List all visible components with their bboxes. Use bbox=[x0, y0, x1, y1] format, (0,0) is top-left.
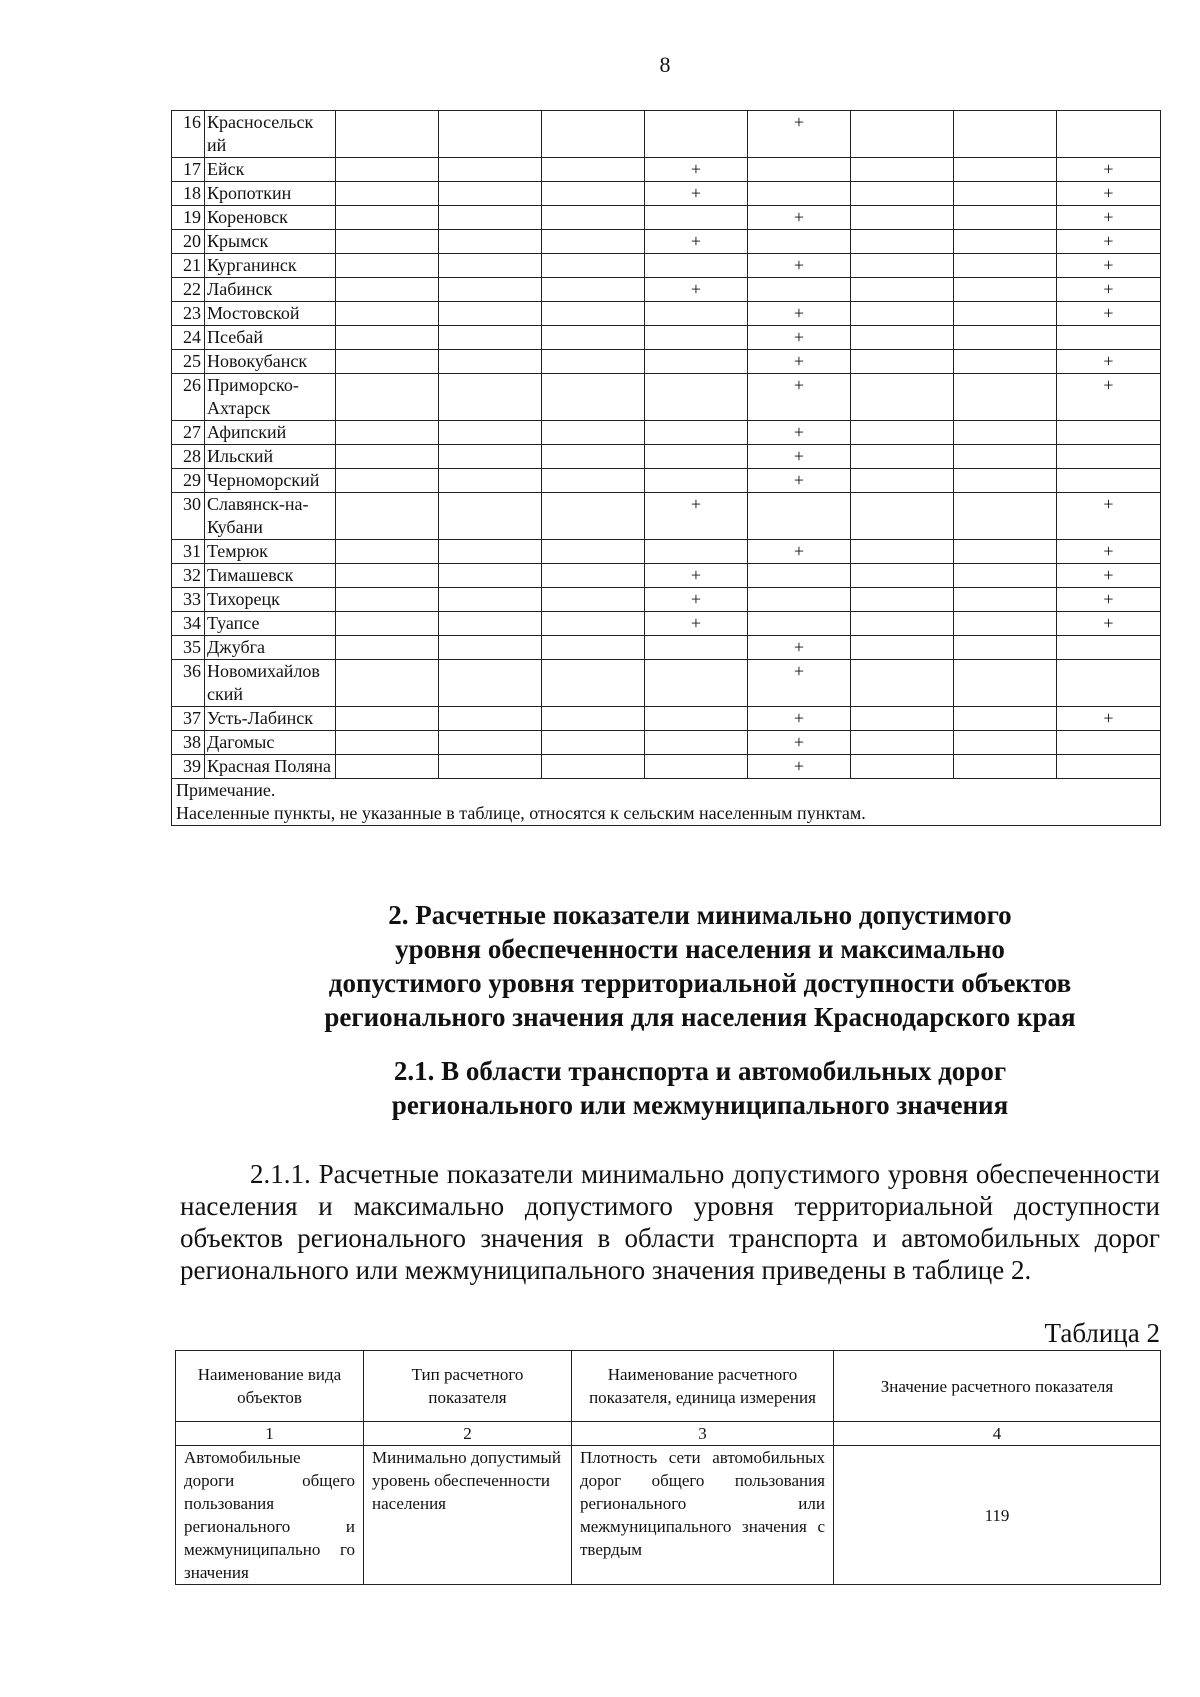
mark-cell: + bbox=[1057, 612, 1161, 636]
settlement-name: Темрюк bbox=[205, 540, 336, 564]
table-row bbox=[172, 731, 1161, 755]
paragraph-text: 2.1.1. Расчетные показатели минимально допустимого уровня обеспеченности населения и максимально допустимого уровня территориальной доступности объектов регионального значения в области транспорта и автомобильных дорог регионального или межмуниципального значения приведены в таблице 2. bbox=[180, 1159, 1160, 1285]
header-cell: Значение расчетного показателя bbox=[834, 1351, 1161, 1422]
mark-cell bbox=[336, 230, 439, 254]
mark-cell bbox=[542, 421, 645, 445]
mark-cell bbox=[851, 254, 954, 278]
mark-cell bbox=[439, 278, 542, 302]
mark-cell bbox=[954, 111, 1057, 158]
mark-cell bbox=[954, 326, 1057, 350]
mark-cell bbox=[954, 707, 1057, 731]
mark-cell bbox=[954, 540, 1057, 564]
mark-cell bbox=[542, 350, 645, 374]
mark-cell bbox=[542, 755, 645, 779]
mark-cell bbox=[439, 206, 542, 230]
mark-cell bbox=[851, 278, 954, 302]
mark-cell bbox=[954, 493, 1057, 540]
mark-cell bbox=[954, 588, 1057, 612]
row-number: 28 bbox=[172, 445, 205, 469]
settlement-name: Мостовской bbox=[205, 302, 336, 326]
heading-line: регионального или межмуниципального значения bbox=[391, 1090, 1009, 1120]
settlement-name: Приморско- Ахтарск bbox=[205, 374, 336, 421]
settlement-name: Псебай bbox=[205, 326, 336, 350]
table-row bbox=[172, 158, 1161, 182]
settlement-name: Черноморский bbox=[205, 469, 336, 493]
table-row bbox=[172, 374, 1161, 421]
mark-cell bbox=[439, 158, 542, 182]
row-number: 19 bbox=[172, 206, 205, 230]
mark-cell bbox=[336, 564, 439, 588]
row-number: 32 bbox=[172, 564, 205, 588]
mark-cell: + bbox=[1057, 588, 1161, 612]
mark-cell: + bbox=[748, 302, 851, 326]
mark-cell bbox=[542, 326, 645, 350]
mark-cell bbox=[439, 564, 542, 588]
mark-cell bbox=[851, 469, 954, 493]
mark-cell bbox=[439, 755, 542, 779]
mark-cell bbox=[851, 660, 954, 707]
mark-cell bbox=[645, 111, 748, 158]
mark-cell bbox=[851, 421, 954, 445]
table-row bbox=[172, 350, 1161, 374]
mark-cell: + bbox=[1057, 230, 1161, 254]
mark-cell bbox=[954, 254, 1057, 278]
mark-cell bbox=[542, 636, 645, 660]
mark-cell bbox=[1057, 731, 1161, 755]
table-row bbox=[172, 111, 1161, 158]
mark-cell bbox=[542, 278, 645, 302]
mark-cell bbox=[439, 111, 542, 158]
mark-cell bbox=[336, 469, 439, 493]
row-number: 26 bbox=[172, 374, 205, 421]
section-2-1-heading bbox=[0, 1054, 1200, 1122]
mark-cell bbox=[1057, 755, 1161, 779]
mark-cell: + bbox=[1057, 158, 1161, 182]
header-cell: Наименование вида объектов bbox=[176, 1351, 364, 1422]
settlement-name: Тимашевск bbox=[205, 564, 336, 588]
mark-cell bbox=[439, 302, 542, 326]
mark-cell bbox=[954, 374, 1057, 421]
column-number: 3 bbox=[572, 1422, 834, 1446]
mark-cell bbox=[954, 421, 1057, 445]
mark-cell: + bbox=[645, 278, 748, 302]
mark-cell bbox=[645, 755, 748, 779]
mark-cell bbox=[645, 421, 748, 445]
section-2-heading bbox=[0, 898, 1200, 1034]
mark-cell bbox=[542, 206, 645, 230]
settlement-name: Кропоткин bbox=[205, 182, 336, 206]
settlements-table bbox=[171, 110, 1161, 826]
settlement-name: Славянск-на- Кубани bbox=[205, 493, 336, 540]
mark-cell bbox=[542, 374, 645, 421]
settlement-name: Туапсе bbox=[205, 612, 336, 636]
mark-cell bbox=[336, 206, 439, 230]
table-row bbox=[172, 707, 1161, 731]
mark-cell bbox=[851, 636, 954, 660]
mark-cell bbox=[954, 755, 1057, 779]
row-number: 31 bbox=[172, 540, 205, 564]
table-row bbox=[172, 588, 1161, 612]
note-text: Населенные пункты, не указанные в таблице, относятся к сельским населенным пунктам. bbox=[176, 803, 866, 823]
mark-cell bbox=[645, 540, 748, 564]
mark-cell bbox=[542, 469, 645, 493]
mark-cell: + bbox=[1057, 564, 1161, 588]
table-note-row bbox=[172, 779, 1161, 826]
mark-cell bbox=[1057, 469, 1161, 493]
mark-cell bbox=[1057, 421, 1161, 445]
mark-cell bbox=[1057, 636, 1161, 660]
mark-cell: + bbox=[748, 254, 851, 278]
mark-cell bbox=[1057, 111, 1161, 158]
mark-cell bbox=[336, 374, 439, 421]
mark-cell bbox=[439, 230, 542, 254]
heading-line: уровня обеспеченности населения и максимально bbox=[395, 934, 1005, 964]
mark-cell bbox=[542, 182, 645, 206]
mark-cell: + bbox=[748, 350, 851, 374]
mark-cell bbox=[851, 206, 954, 230]
mark-cell bbox=[748, 230, 851, 254]
table-row bbox=[176, 1446, 1161, 1585]
mark-cell bbox=[954, 564, 1057, 588]
row-number: 29 bbox=[172, 469, 205, 493]
mark-cell bbox=[336, 493, 439, 540]
mark-cell: + bbox=[748, 445, 851, 469]
settlement-name: Курганинск bbox=[205, 254, 336, 278]
table-row bbox=[172, 230, 1161, 254]
table-row bbox=[172, 302, 1161, 326]
row-number: 39 bbox=[172, 755, 205, 779]
mark-cell: + bbox=[748, 326, 851, 350]
mark-cell bbox=[954, 206, 1057, 230]
column-number: 1 bbox=[176, 1422, 364, 1446]
mark-cell bbox=[851, 302, 954, 326]
mark-cell bbox=[336, 111, 439, 158]
mark-cell bbox=[542, 158, 645, 182]
row-number: 23 bbox=[172, 302, 205, 326]
mark-cell bbox=[954, 158, 1057, 182]
mark-cell bbox=[542, 588, 645, 612]
table-row bbox=[172, 326, 1161, 350]
mark-cell bbox=[542, 445, 645, 469]
mark-cell bbox=[851, 731, 954, 755]
mark-cell bbox=[542, 111, 645, 158]
mark-cell bbox=[336, 158, 439, 182]
mark-cell bbox=[542, 707, 645, 731]
mark-cell: + bbox=[748, 206, 851, 230]
mark-cell: + bbox=[748, 731, 851, 755]
mark-cell: + bbox=[1057, 278, 1161, 302]
mark-cell: + bbox=[748, 374, 851, 421]
mark-cell bbox=[645, 731, 748, 755]
heading-line: 2. Расчетные показатели минимально допустимого bbox=[388, 900, 1012, 930]
mark-cell: + bbox=[748, 421, 851, 445]
mark-cell bbox=[1057, 660, 1161, 707]
table-row bbox=[172, 206, 1161, 230]
table-row bbox=[172, 755, 1161, 779]
row-number: 16 bbox=[172, 111, 205, 158]
mark-cell bbox=[336, 302, 439, 326]
mark-cell bbox=[645, 445, 748, 469]
mark-cell bbox=[851, 493, 954, 540]
mark-cell: + bbox=[1057, 182, 1161, 206]
mark-cell bbox=[1057, 445, 1161, 469]
table-row bbox=[172, 421, 1161, 445]
row-number: 24 bbox=[172, 326, 205, 350]
settlement-name: Крымск bbox=[205, 230, 336, 254]
mark-cell bbox=[336, 254, 439, 278]
indicator-type-cell: Минимально допустимый уровень обеспеченности населения bbox=[364, 1446, 572, 1585]
mark-cell bbox=[954, 660, 1057, 707]
mark-cell bbox=[851, 707, 954, 731]
mark-cell bbox=[851, 755, 954, 779]
table-row bbox=[172, 182, 1161, 206]
mark-cell bbox=[542, 564, 645, 588]
indicator-name-cell: Плотность сети автомобильных дорог общего пользования регионального или межмуниципального значения с твердым bbox=[572, 1446, 834, 1585]
table-row bbox=[172, 254, 1161, 278]
indicators-table bbox=[175, 1350, 1161, 1585]
mark-cell bbox=[336, 731, 439, 755]
mark-cell bbox=[439, 421, 542, 445]
mark-cell bbox=[542, 493, 645, 540]
mark-cell bbox=[542, 540, 645, 564]
mark-cell: + bbox=[645, 493, 748, 540]
mark-cell bbox=[851, 445, 954, 469]
column-number: 2 bbox=[364, 1422, 572, 1446]
mark-cell: + bbox=[645, 182, 748, 206]
mark-cell bbox=[954, 731, 1057, 755]
row-number: 30 bbox=[172, 493, 205, 540]
mark-cell bbox=[336, 588, 439, 612]
settlement-name: Тихорецк bbox=[205, 588, 336, 612]
mark-cell bbox=[336, 660, 439, 707]
settlement-name: Ейск bbox=[205, 158, 336, 182]
mark-cell bbox=[336, 445, 439, 469]
table-header-row bbox=[176, 1351, 1161, 1422]
mark-cell bbox=[439, 445, 542, 469]
table-row bbox=[172, 540, 1161, 564]
mark-cell bbox=[439, 493, 542, 540]
settlement-name: Усть-Лабинск bbox=[205, 707, 336, 731]
mark-cell bbox=[439, 326, 542, 350]
mark-cell bbox=[439, 182, 542, 206]
mark-cell: + bbox=[748, 660, 851, 707]
settlement-name: Кореновск bbox=[205, 206, 336, 230]
mark-cell bbox=[851, 540, 954, 564]
column-number: 4 bbox=[834, 1422, 1161, 1446]
heading-line: допустимого уровня территориальной доступности объектов bbox=[328, 968, 1072, 998]
mark-cell bbox=[954, 445, 1057, 469]
mark-cell bbox=[439, 731, 542, 755]
mark-cell bbox=[954, 302, 1057, 326]
mark-cell bbox=[851, 612, 954, 636]
settlement-name: Красная Поляна bbox=[205, 755, 336, 779]
mark-cell bbox=[439, 350, 542, 374]
mark-cell bbox=[954, 612, 1057, 636]
row-number: 21 bbox=[172, 254, 205, 278]
settlement-name: Джубга bbox=[205, 636, 336, 660]
mark-cell bbox=[851, 230, 954, 254]
mark-cell bbox=[748, 182, 851, 206]
mark-cell bbox=[645, 206, 748, 230]
row-number: 38 bbox=[172, 731, 205, 755]
mark-cell bbox=[336, 326, 439, 350]
mark-cell bbox=[748, 493, 851, 540]
mark-cell bbox=[954, 350, 1057, 374]
table-row bbox=[172, 445, 1161, 469]
heading-line: 2.1. В области транспорта и автомобильных дорог bbox=[393, 1056, 1007, 1086]
settlement-name: Ильский bbox=[205, 445, 336, 469]
mark-cell: + bbox=[1057, 350, 1161, 374]
mark-cell bbox=[336, 278, 439, 302]
row-number: 34 bbox=[172, 612, 205, 636]
mark-cell bbox=[851, 326, 954, 350]
mark-cell: + bbox=[748, 707, 851, 731]
paragraph-2-1-1 bbox=[180, 1158, 1160, 1286]
mark-cell bbox=[645, 636, 748, 660]
mark-cell bbox=[851, 564, 954, 588]
mark-cell: + bbox=[1057, 707, 1161, 731]
row-number: 18 bbox=[172, 182, 205, 206]
mark-cell bbox=[851, 374, 954, 421]
mark-cell bbox=[336, 612, 439, 636]
mark-cell bbox=[748, 564, 851, 588]
mark-cell bbox=[748, 612, 851, 636]
mark-cell bbox=[954, 636, 1057, 660]
row-number: 25 bbox=[172, 350, 205, 374]
mark-cell bbox=[542, 660, 645, 707]
mark-cell: + bbox=[1057, 374, 1161, 421]
mark-cell: + bbox=[748, 540, 851, 564]
mark-cell bbox=[645, 660, 748, 707]
mark-cell bbox=[336, 540, 439, 564]
mark-cell bbox=[851, 588, 954, 612]
header-cell: Наименование расчетного показателя, единица измерения bbox=[572, 1351, 834, 1422]
table-row bbox=[172, 612, 1161, 636]
mark-cell: + bbox=[748, 111, 851, 158]
row-number: 20 bbox=[172, 230, 205, 254]
mark-cell bbox=[542, 731, 645, 755]
mark-cell bbox=[645, 707, 748, 731]
mark-cell bbox=[542, 612, 645, 636]
column-number-row bbox=[176, 1422, 1161, 1446]
mark-cell bbox=[645, 254, 748, 278]
mark-cell: + bbox=[645, 612, 748, 636]
mark-cell bbox=[954, 230, 1057, 254]
mark-cell bbox=[439, 254, 542, 278]
settlement-name: Новокубанск bbox=[205, 350, 336, 374]
mark-cell bbox=[542, 230, 645, 254]
row-number: 37 bbox=[172, 707, 205, 731]
table-2-caption: Таблица 2 bbox=[1044, 1318, 1160, 1348]
mark-cell bbox=[748, 588, 851, 612]
object-type-cell: Автомобильные дороги общего пользования регионального и межмуниципально го значения bbox=[176, 1446, 364, 1585]
mark-cell bbox=[645, 469, 748, 493]
mark-cell bbox=[336, 182, 439, 206]
mark-cell: + bbox=[645, 158, 748, 182]
settlement-name: Новомихайлов ский bbox=[205, 660, 336, 707]
table-row bbox=[172, 493, 1161, 540]
settlement-name: Лабинск bbox=[205, 278, 336, 302]
settlement-name: Дагомыс bbox=[205, 731, 336, 755]
mark-cell bbox=[542, 302, 645, 326]
heading-line: регионального значения для населения Краснодарского края bbox=[324, 1002, 1076, 1032]
mark-cell bbox=[954, 469, 1057, 493]
mark-cell: + bbox=[645, 564, 748, 588]
note-title: Примечание. bbox=[176, 780, 276, 800]
mark-cell bbox=[851, 111, 954, 158]
row-number: 36 bbox=[172, 660, 205, 707]
mark-cell bbox=[1057, 326, 1161, 350]
mark-cell bbox=[748, 278, 851, 302]
header-cell: Тип расчетного показателя bbox=[364, 1351, 572, 1422]
mark-cell bbox=[336, 707, 439, 731]
mark-cell bbox=[439, 636, 542, 660]
indicator-value-cell: 119 bbox=[834, 1446, 1161, 1585]
mark-cell bbox=[439, 374, 542, 421]
mark-cell bbox=[439, 612, 542, 636]
mark-cell: + bbox=[1057, 493, 1161, 540]
mark-cell bbox=[851, 350, 954, 374]
row-number: 17 bbox=[172, 158, 205, 182]
settlement-name: Красносельск ий bbox=[205, 111, 336, 158]
row-number: 33 bbox=[172, 588, 205, 612]
row-number: 35 bbox=[172, 636, 205, 660]
mark-cell bbox=[439, 469, 542, 493]
mark-cell: + bbox=[748, 755, 851, 779]
settlement-name: Афипский bbox=[205, 421, 336, 445]
mark-cell bbox=[439, 660, 542, 707]
mark-cell bbox=[336, 755, 439, 779]
mark-cell bbox=[954, 278, 1057, 302]
table-row bbox=[172, 636, 1161, 660]
mark-cell: + bbox=[1057, 254, 1161, 278]
mark-cell bbox=[851, 182, 954, 206]
mark-cell: + bbox=[1057, 206, 1161, 230]
mark-cell bbox=[645, 326, 748, 350]
mark-cell bbox=[336, 350, 439, 374]
mark-cell: + bbox=[645, 230, 748, 254]
row-number: 27 bbox=[172, 421, 205, 445]
mark-cell: + bbox=[645, 588, 748, 612]
mark-cell bbox=[439, 707, 542, 731]
page-number: 8 bbox=[659, 52, 671, 77]
mark-cell bbox=[336, 636, 439, 660]
mark-cell: + bbox=[1057, 540, 1161, 564]
mark-cell bbox=[851, 158, 954, 182]
mark-cell bbox=[645, 350, 748, 374]
mark-cell bbox=[645, 374, 748, 421]
table-row bbox=[172, 469, 1161, 493]
table-row bbox=[172, 564, 1161, 588]
mark-cell bbox=[336, 421, 439, 445]
mark-cell bbox=[439, 540, 542, 564]
mark-cell: + bbox=[748, 469, 851, 493]
mark-cell bbox=[748, 158, 851, 182]
mark-cell bbox=[542, 254, 645, 278]
table-row bbox=[172, 278, 1161, 302]
mark-cell bbox=[439, 588, 542, 612]
mark-cell: + bbox=[748, 636, 851, 660]
mark-cell: + bbox=[1057, 302, 1161, 326]
mark-cell bbox=[954, 182, 1057, 206]
row-number: 22 bbox=[172, 278, 205, 302]
mark-cell bbox=[645, 302, 748, 326]
table-row bbox=[172, 660, 1161, 707]
